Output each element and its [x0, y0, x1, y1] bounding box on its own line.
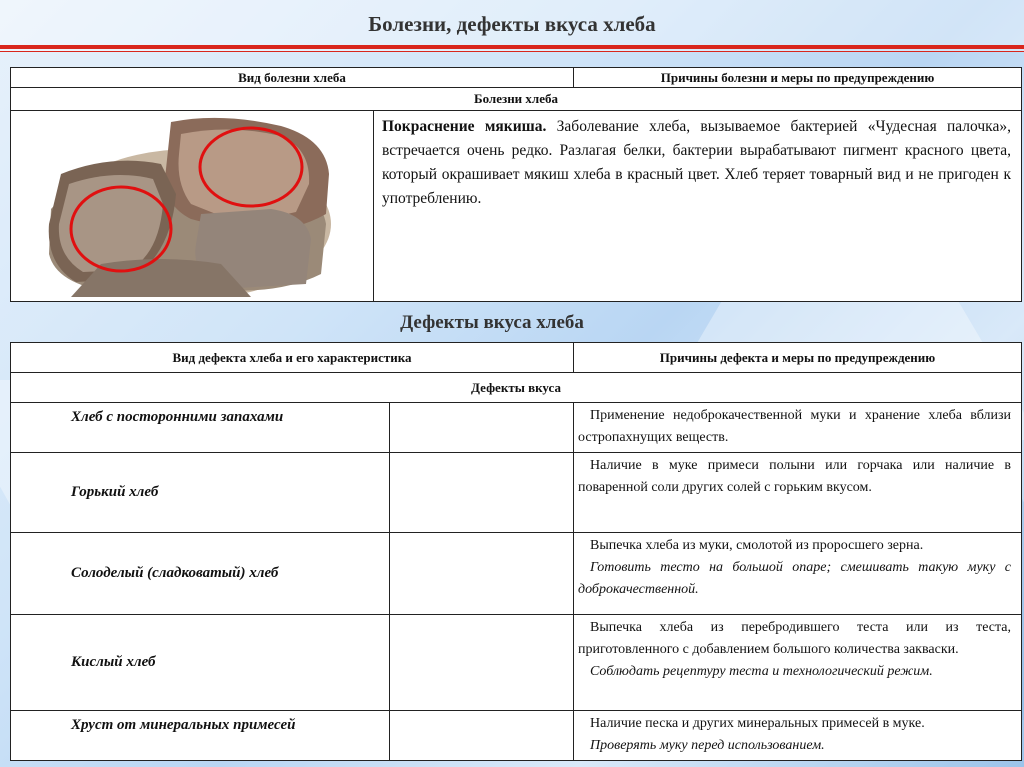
section-label: Дефекты вкуса: [11, 373, 1022, 403]
defect-name: Хруст от минеральных примесей: [11, 711, 390, 761]
defect-name: Горький хлеб: [11, 453, 390, 533]
defect-cause-cell: [574, 403, 1022, 453]
table-row: [11, 453, 1022, 533]
defect-cause-cell: [574, 533, 1022, 615]
defect-measure: Проверять муку перед использованием.: [590, 738, 825, 753]
col-causes-header: Причины дефекта и меры по предупреждению: [574, 343, 1022, 373]
section-label: Болезни хлеба: [11, 88, 1022, 111]
defect-name: Хлеб с посторонними запахами: [11, 403, 390, 453]
table-row: [11, 711, 1022, 761]
defect-cause-cell: [574, 615, 1022, 711]
table-row: [11, 403, 1022, 453]
table-row: [11, 615, 1022, 711]
page-title: Болезни, дефекты вкуса хлеба: [368, 12, 656, 36]
defect-cause: Наличие в муке примеси полыни или горчака или наличие в поваренной соли других солей с горьким вкусом.: [578, 458, 1011, 495]
header-row: [11, 343, 1022, 373]
section-row: [11, 88, 1022, 111]
defect-cause: Выпечка хлеба из перебродившего теста или из теста, приготовленного с добавлением большого количества закваски.: [578, 620, 1011, 657]
title-rule: [0, 45, 1024, 49]
table-row: [11, 533, 1022, 615]
col-causes-header: Причины болезни и меры по предупреждению: [574, 68, 1022, 88]
diseases-table: [10, 67, 1022, 302]
blank-cell: [389, 453, 573, 533]
defects-table: [10, 342, 1022, 761]
bread-photo-cell: [11, 111, 373, 299]
disease-description: [374, 111, 1021, 211]
defect-cause: Наличие песка и других минеральных примесей в муке.: [590, 716, 925, 731]
defect-cause-cell: [574, 453, 1022, 533]
blank-cell: [389, 533, 573, 615]
defect-cause-cell: [574, 711, 1022, 761]
defects-title: Дефекты вкуса хлеба: [400, 312, 584, 333]
header-row: [11, 68, 1022, 88]
bread-photo: [41, 114, 341, 297]
defect-measure: Готовить тесто на большой опаре; смешивать такую муку с доброкачественной.: [578, 560, 1011, 597]
disease-name: Покраснение мякиша.: [382, 118, 547, 135]
section-row: [11, 373, 1022, 403]
defect-name: Кислый хлеб: [11, 615, 390, 711]
blank-cell: [389, 711, 573, 761]
defect-cause: Применение недоброкачественной муки и хранение хлеба вблизи остропахнущих веществ.: [578, 408, 1011, 445]
disease-desc-cell: [373, 111, 1021, 301]
defect-name: Солоделый (сладковатый) хлеб: [11, 533, 390, 615]
title-rule-thin: [0, 51, 1024, 52]
disease-row: [11, 111, 1022, 302]
blank-cell: [389, 615, 573, 711]
defect-cause: Выпечка хлеба из муки, смолотой из проросшего зерна.: [590, 538, 924, 553]
col-kind-header: Вид дефекта хлеба и его характеристика: [11, 343, 574, 373]
defect-measure: Соблюдать рецептуру теста и технологический режим.: [590, 664, 933, 679]
col-kind-header: Вид болезни хлеба: [11, 68, 574, 88]
disease-text: Заболевание хлеба, вызываемое бактерией «Чудесная палочка», встречается очень редко. Разлагая белки, бактерии вырабатывают пигмент красного цвета, который окрашивает мякиш хлеба в красный цвет. Хлеб теряет товарный вид и не пригоден к употреблению.: [382, 118, 1011, 207]
blank-cell: [389, 403, 573, 453]
